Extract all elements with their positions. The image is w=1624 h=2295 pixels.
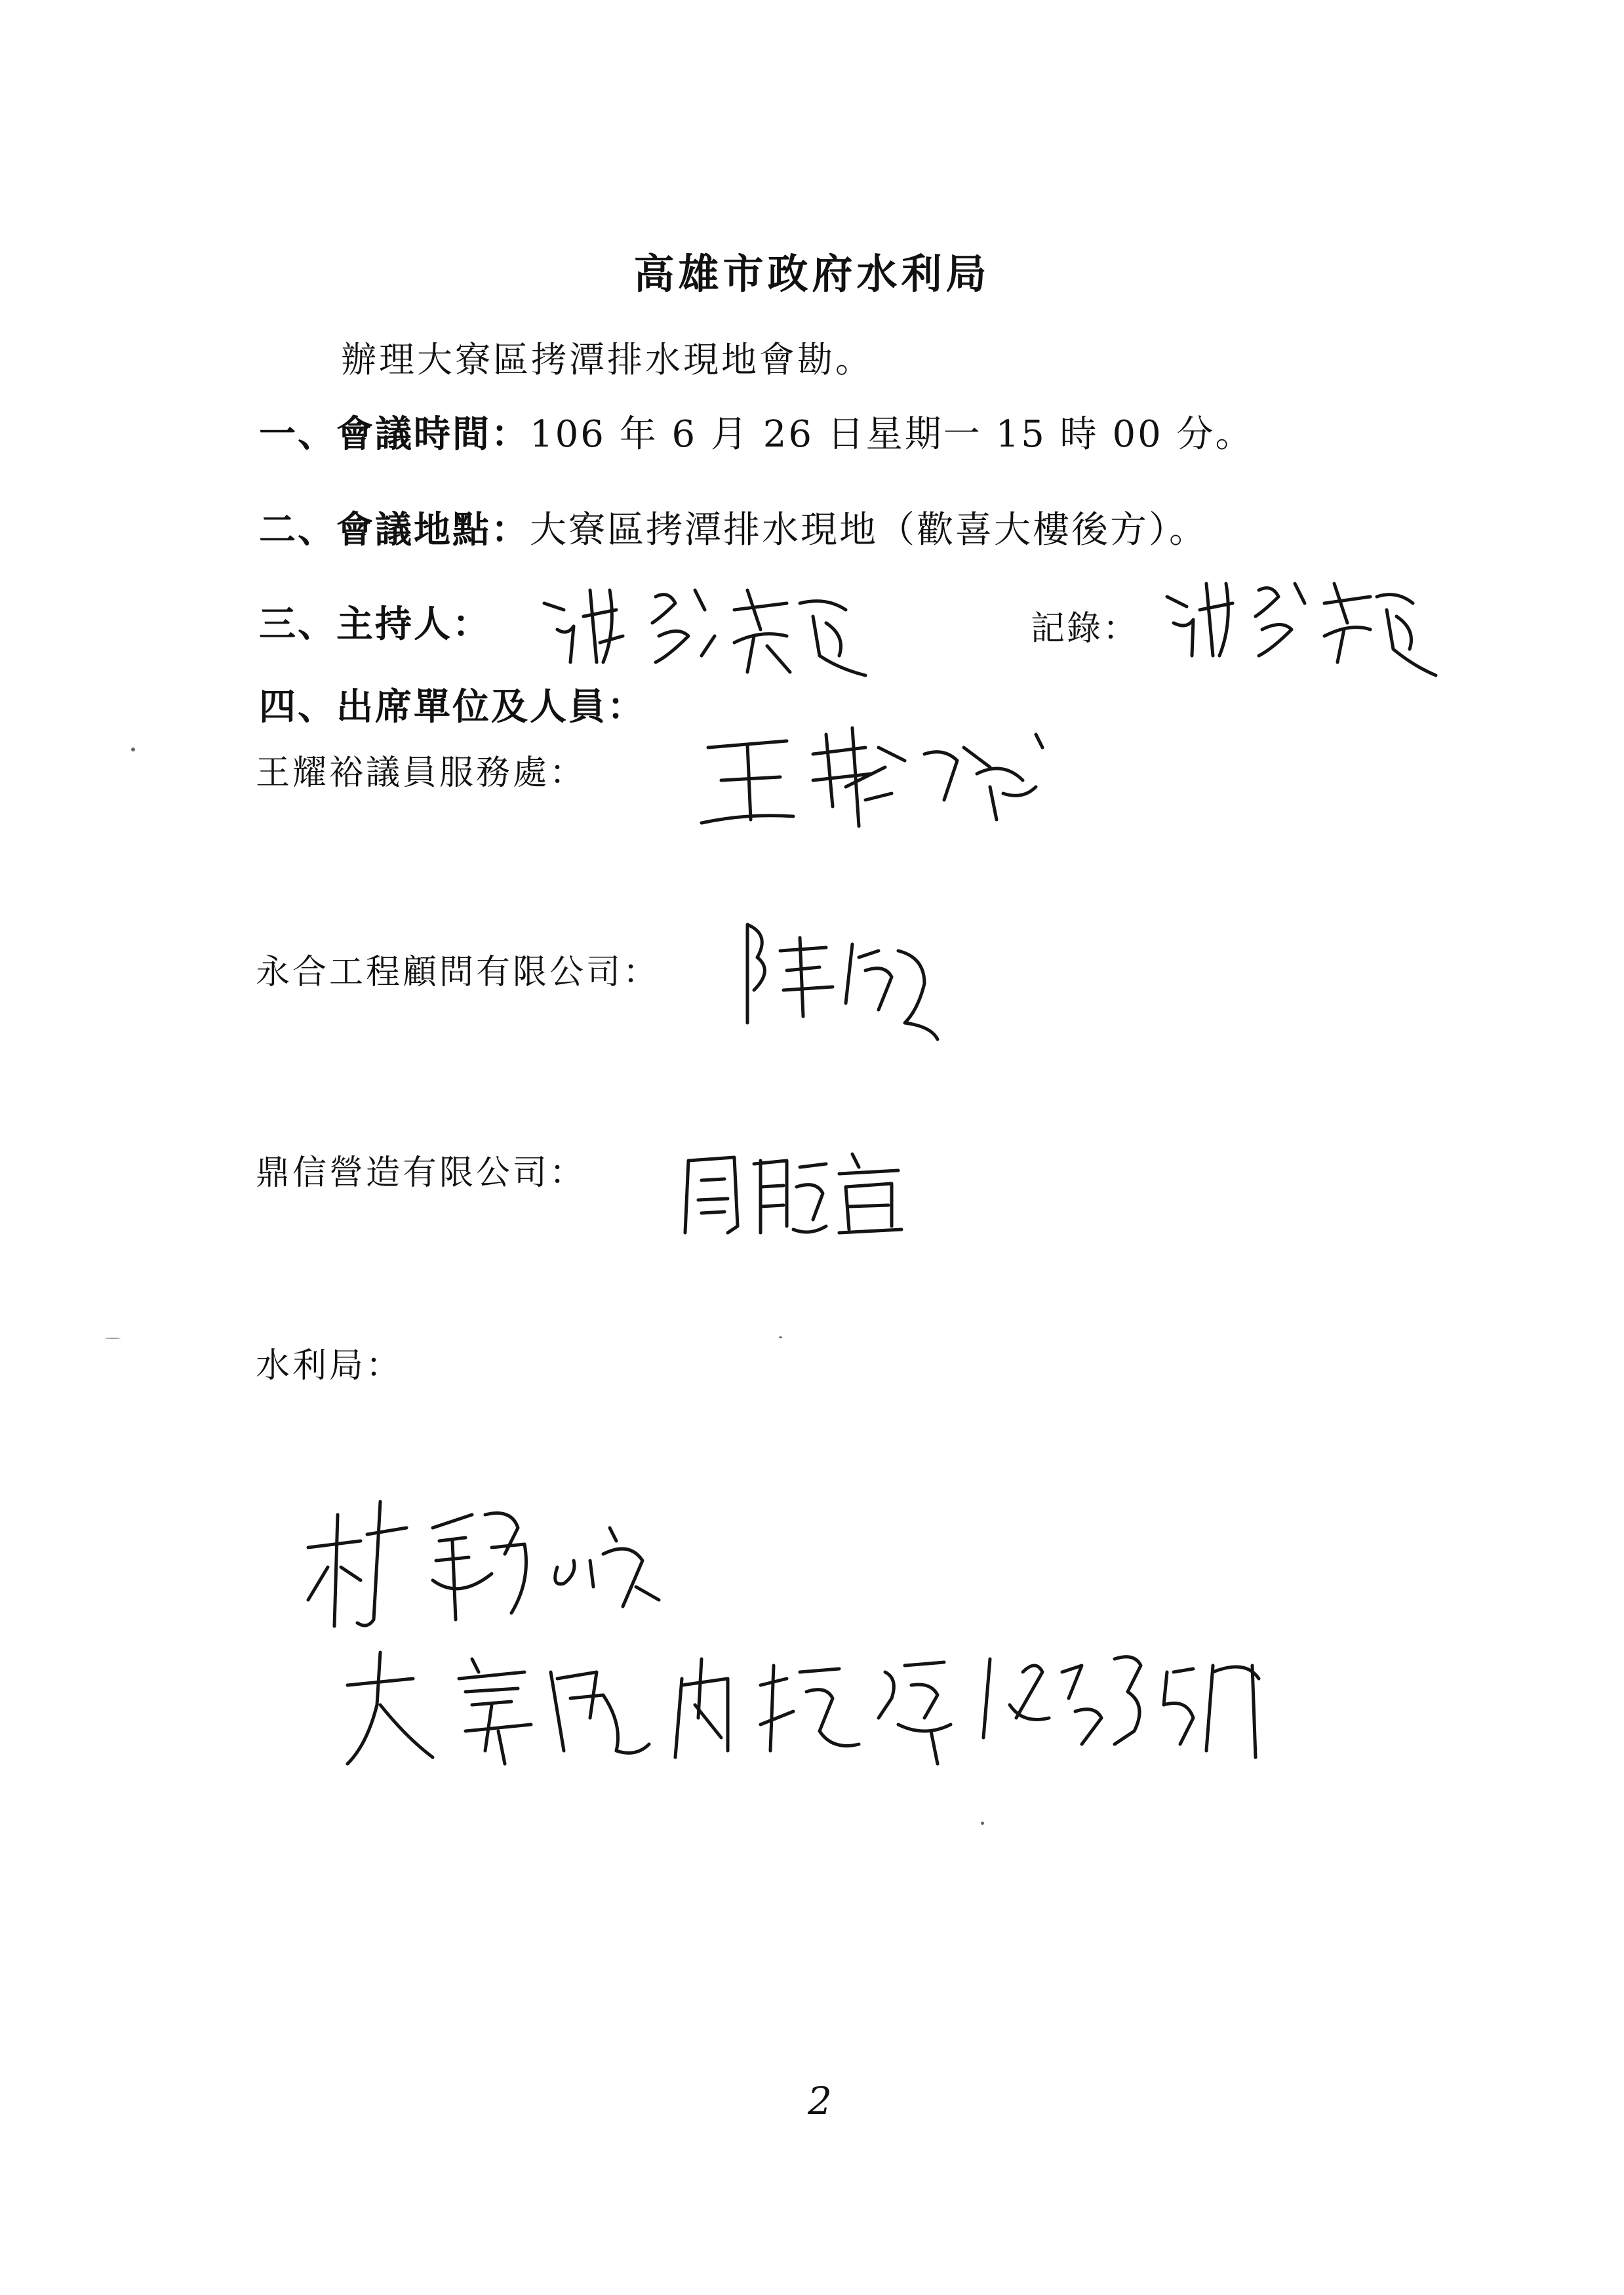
meeting-subject: 辦理大寮區拷潭排水現地會勘。 bbox=[341, 339, 873, 380]
attendee-unit: 鼎信營造有限公司： bbox=[256, 1153, 587, 1193]
attendee-unit: 永合工程顧問有限公司： bbox=[256, 953, 660, 992]
meeting-place-value: 大寮區拷潭排水現地（歡喜大樓後方）。 bbox=[530, 509, 1208, 551]
attendee-signature bbox=[695, 708, 1062, 839]
attendees-heading-line bbox=[259, 678, 646, 730]
document-title: 高雄市政府水利局 bbox=[633, 250, 991, 298]
meeting-place-line bbox=[259, 501, 1208, 553]
meeting-place-label: 二、會議地點： bbox=[259, 508, 530, 551]
scan-speck bbox=[105, 1338, 121, 1339]
page-number: 2 bbox=[808, 2079, 832, 2123]
chair-line bbox=[259, 595, 491, 648]
handwritten-address-note bbox=[341, 1633, 1285, 1770]
meeting-time-label: 一、會議時間： bbox=[259, 412, 530, 456]
chair-signature bbox=[538, 564, 879, 682]
meeting-time-value: 106 年 6 月 26 日星期一 15 時 00 分。 bbox=[530, 413, 1254, 456]
scan-speck bbox=[131, 748, 135, 751]
meeting-time-line bbox=[259, 405, 1254, 458]
scan-speck bbox=[981, 1822, 984, 1825]
recorder-label: 記錄： bbox=[1031, 609, 1139, 649]
attendee-signature bbox=[734, 911, 951, 1049]
scan-speck bbox=[779, 1336, 782, 1338]
recorder-signature bbox=[1160, 557, 1442, 682]
attendee-unit: 水利局： bbox=[256, 1346, 403, 1386]
attendees-heading: 四、出席單位及人員： bbox=[259, 685, 646, 728]
attendee-unit: 王耀裕議員服務處： bbox=[256, 753, 587, 793]
attendee-signature bbox=[302, 1488, 669, 1639]
attendee-signature bbox=[675, 1141, 911, 1246]
chair-label: 三、主持人： bbox=[259, 603, 491, 646]
